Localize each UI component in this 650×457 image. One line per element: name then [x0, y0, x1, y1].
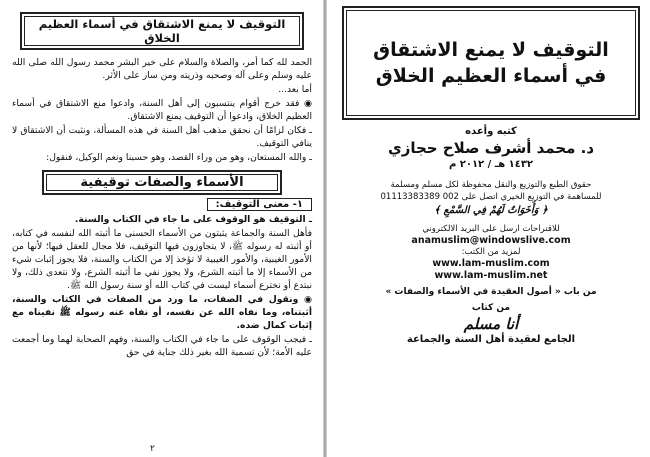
more-books-label: لمزيد من الكتب:: [461, 247, 521, 257]
rights-text: حقوق الطبع والتوزيع والنقل محفوظة لكل مسلم ومسلمة: [390, 180, 592, 190]
book-title-line1: التوقيف لا يمنع الاشتقاق: [373, 39, 609, 61]
suggestions-text: للاقتراحات ارسل على البريد الالكتروني: [422, 224, 560, 234]
left-page-heading: التوقيف لا يمنع الاشتقاق في أسماء العظيم الخلاق: [20, 12, 304, 50]
body-paragraph: ◉ ونقول في الصفات، ما ورد من الصفات في الكتاب والسنة، أثبتناه، وما نفاه الله عن نفسه، أو نفاه عنه رسوله ﷺ نفيناه مع إثبات كمال ضده.: [12, 294, 312, 331]
publish-date: ١٤٣٢ هـ / ٢٠١٢ م: [448, 159, 534, 170]
right-page: [328, 0, 650, 457]
author-name: د. محمد أشرف صلاح حجازي: [387, 139, 595, 157]
intro-paragraph: ◉ فقد خرج أقوام ينتسبون إلى أهل السنة، وادعوا منع الاشتقاق في أسماء العظيم الخلاق، وادعوا أن التوقيف يمنع الاشتقاق.: [12, 98, 312, 122]
series-subtitle: الجامع لعقيدة أهل السنة والجماعة: [406, 334, 576, 345]
from-book-label: من كتاب: [471, 303, 511, 313]
intro-text: [12, 56, 312, 164]
section-title: الأسماء والصفات توقيفية: [42, 170, 282, 195]
contribution-text: للمساهمة في التوزيع الخيري اتصل على 002 01113383389: [380, 191, 602, 202]
subsection-label: ١- معنى التوقيف:: [207, 198, 312, 211]
book-title-line2: في أسماء العظيم الخلاق: [375, 65, 607, 87]
body-paragraph: ـ فيجب الوقوف على ما جاء في الكتاب والسنة، وفهم الصحابة لهما وما أجمعت عليه الأمة؛ لأن تسمية الله بغير ذلك جناية في حق: [12, 334, 312, 358]
author-label: كتبه وأعده: [465, 126, 517, 137]
series-line: من باب « أصول العقيدة في الأسماء والصفات »: [385, 287, 597, 297]
website-link[interactable]: www.lam-muslim.com: [432, 258, 550, 269]
intro-paragraph: الحمد لله كما أمر، والصلاة والسلام على خير البشر محمد رسول الله صلى الله عليه وسلم وعلى آله وصحبه وذريته ومن سار على الأثر.: [12, 57, 312, 81]
email-address[interactable]: anamuslim@windowslive.com: [411, 235, 571, 246]
subsection-heading: [12, 199, 312, 210]
quran-verse: ﴿ وَأَخَوَاتٌ لَهُمْ فِي السَّمْعِ ﴾: [434, 205, 548, 216]
series-name: أنا مسلم: [463, 315, 519, 333]
body-paragraph: ـ التوقيف هو الوقوف على ما جاء في الكتاب والسنة.: [74, 214, 312, 225]
intro-paragraph: ـ والله المستعان، وهو من وراء القصد، وهو حسبنا ونعم الوكيل، فنقول:: [46, 152, 312, 163]
page-number: ٢: [150, 444, 155, 454]
website-link[interactable]: www.lam-muslim.net: [434, 270, 548, 281]
book-title: [342, 6, 640, 120]
intro-paragraph: ـ فكان لزامًا أن نحقق مذهب أهل السنة في هذه المسألة، ونثبت أن الاشتقاق لا ينافي التوقيف.: [12, 125, 312, 149]
intro-paragraph: أما بعد...: [278, 84, 312, 95]
left-page: [0, 0, 322, 457]
body-paragraph: فأهل السنة والجماعة يثبتون من الأسماء الحسنى ما أثبته الله لنفسه في كتابه، أو أثبته له رسوله ﷺ، لا يتجاوزون فيها التوقيف، فلا مجال للعقل فيها؛ لأنها من الأمور الغيبية، والأمور الغيبية لا تؤخذ إلا من الكتاب والسنة، فلا يجوز إثبات شيء من الأسماء إلا ما أثبته الشرع، ولا يجوز نفي ما أثبته الشرع، ولا نتعدى ذلك، ولا نبتدع أو نخترع أسماء ليست في كتاب الله أو سنة رسول الله ﷺ.: [12, 228, 312, 291]
body-text: [12, 213, 312, 359]
book-spine: [323, 0, 327, 457]
